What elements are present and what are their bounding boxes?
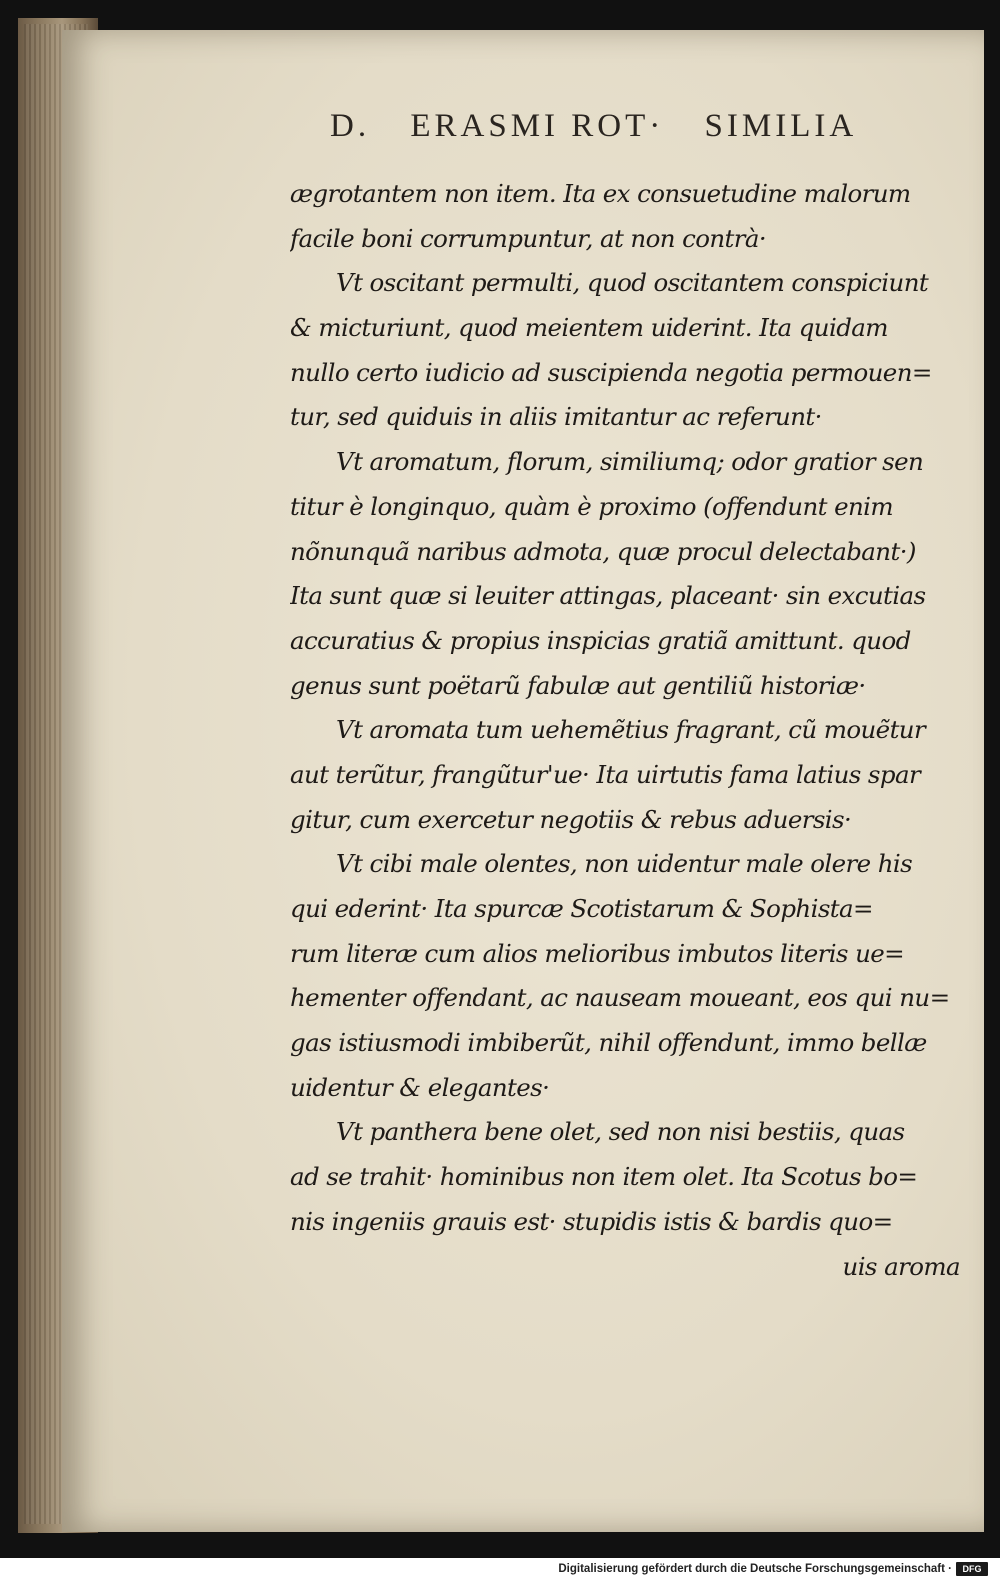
text-line: Vt cibi male olentes, non uidentur male olere his [336,849,913,879]
text-line: nullo certo iudicio ad suscipienda negotia permouen= [290,357,932,387]
text-line: qui ederint· Ita spurcæ Scotistarum & Sophista= [290,894,873,923]
header-title: SIMILIA [704,108,858,144]
text-line: titur è longinquo, quàm è proximo (offendunt enim [290,491,894,521]
dfg-logo: DFG [956,1562,988,1576]
text-line: ad se trahit· hominibus non item olet. Ita Scotus bo= [290,1162,918,1192]
text-line: tur, sed quiduis in aliis imitantur ac referunt· [290,402,822,432]
text-line: gas istiusmodi imbiberũt, nihil offendunt, immo bellæ [290,1028,927,1058]
text-line: gitur, cum exercetur negotiis & rebus aduersis· [290,804,852,834]
header-author: ERASMI ROT· [410,108,665,144]
text-line: Vt aromatum, florum, similiumq; odor gratior sen [336,447,924,477]
text-line: accuratius & propius inspicias gratiã amittunt. quod [290,625,911,655]
text-line: Vt aromata tum uehemẽtius fragrant, cũ mouẽtur [336,715,926,745]
text-line: genus sunt poëtarũ fabulæ aut gentiliũ historiæ· [290,670,866,700]
text-line: Vt panthera bene olet, sed non nisi bestiis, quas [336,1117,905,1147]
text-line: hementer offendant, ac nauseam moueant, eos qui nu= [290,983,950,1013]
text-line: nis ingeniis grauis est· stupidis istis & bardis quo= [290,1206,893,1236]
text-line: & micturiunt, quod meientem uiderint. Ita quidam [290,313,888,343]
catchword: uis aroma [842,1251,960,1281]
page-body-text [290,172,960,1289]
text-line: rum literæ cum alios melioribus imbutos literis ue= [290,938,905,968]
text-line: aut terũtur, frangũtur'ue· Ita uirtutis fama latius spar [290,759,921,789]
text-line: facile boni corrumpuntur, at non contrà· [290,223,767,253]
funding-credit: Digitalisierung gefördert durch die Deutsche Forschungsgemeinschaft · [558,1563,952,1575]
text-line: Vt oscitant permulti, quod oscitantem conspiciunt [336,268,929,298]
text-line: uidentur & elegantes· [290,1072,550,1102]
running-header [330,108,890,160]
text-line: Ita sunt quæ si leuiter attingas, placeant· sin excutias [290,581,926,611]
text-line: nõnunquã naribus admota, quæ procul delectabant·) [290,536,916,566]
header-initial: D. [330,108,371,144]
text-line: ægrotantem non item. Ita ex consuetudine malorum [290,179,911,208]
